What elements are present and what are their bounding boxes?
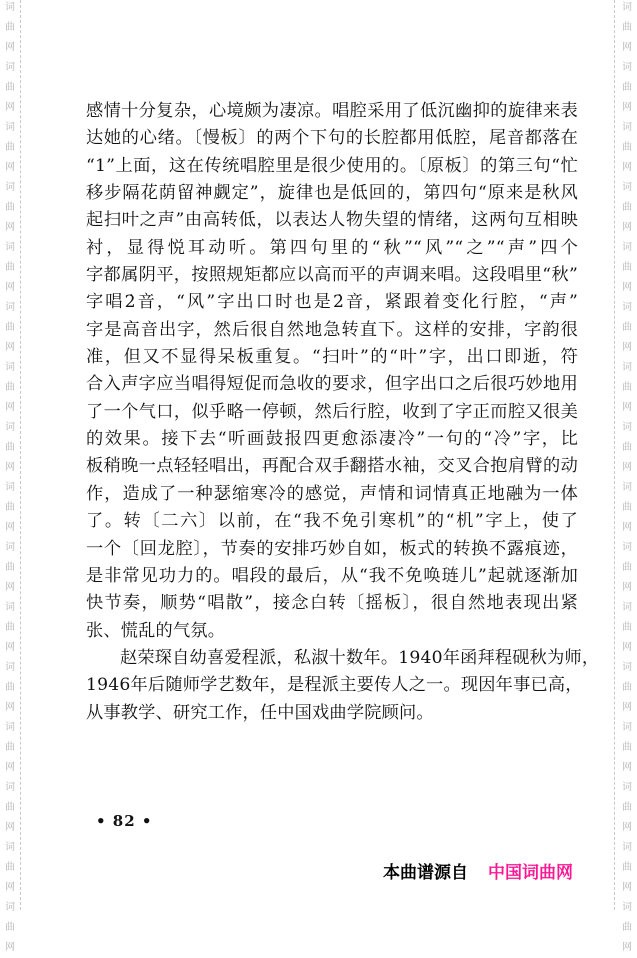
watermark-char: 词 bbox=[622, 422, 632, 433]
watermark-char: 词 bbox=[622, 2, 632, 13]
text-line: 快节奏，顺势“唱散”，接念白转〔摇板〕，很自然地表现出紧 bbox=[86, 593, 578, 614]
right-watermark-margin bbox=[614, 0, 636, 953]
watermark-group bbox=[617, 598, 637, 658]
watermark-group bbox=[0, 658, 20, 718]
text-line: 字是高音出字，然后很自然地急转直下。这样的安排，字韵很 bbox=[86, 319, 578, 340]
watermark-group bbox=[0, 58, 20, 118]
watermark-char: 词 bbox=[622, 602, 632, 613]
watermark-char: 网 bbox=[5, 522, 15, 533]
watermark-char: 词 bbox=[5, 722, 15, 733]
watermark-char: 曲 bbox=[5, 22, 15, 33]
watermark-group bbox=[0, 358, 20, 418]
watermark-group bbox=[0, 778, 20, 838]
watermark-char: 词 bbox=[5, 242, 15, 253]
watermark-char: 词 bbox=[622, 902, 632, 913]
watermark-char: 网 bbox=[5, 462, 15, 473]
watermark-char: 网 bbox=[622, 342, 632, 353]
watermark-char: 词 bbox=[622, 362, 632, 373]
watermark-char: 曲 bbox=[622, 22, 632, 33]
watermark-char: 网 bbox=[622, 522, 632, 533]
watermark-char: 网 bbox=[622, 942, 632, 953]
left-watermark-margin bbox=[0, 0, 21, 953]
watermark-char: 网 bbox=[622, 282, 632, 293]
watermark-char: 词 bbox=[5, 602, 15, 613]
text-line: 板稍晚一点轻轻唱出，再配合双手翻搭水袖，交叉合抱肩臂的动 bbox=[86, 456, 578, 477]
watermark-group bbox=[617, 118, 637, 178]
watermark-char: 曲 bbox=[5, 442, 15, 453]
watermark-char: 曲 bbox=[622, 742, 632, 753]
text-line: 字唱2̇音，“风”字出口时也是2̇音，紧跟着变化行腔，“声” bbox=[86, 292, 578, 313]
watermark-char: 曲 bbox=[622, 322, 632, 333]
watermark-char: 曲 bbox=[5, 802, 15, 813]
watermark-char: 曲 bbox=[5, 682, 15, 693]
page-number: • 82 • bbox=[96, 812, 153, 830]
watermark-char: 曲 bbox=[622, 922, 632, 933]
watermark-char: 网 bbox=[622, 582, 632, 593]
article-body bbox=[86, 98, 600, 727]
watermark-char: 网 bbox=[5, 942, 15, 953]
watermark-char: 词 bbox=[5, 662, 15, 673]
watermark-char: 曲 bbox=[5, 862, 15, 873]
watermark-char: 词 bbox=[622, 842, 632, 853]
watermark-char: 曲 bbox=[622, 442, 632, 453]
watermark-char: 曲 bbox=[622, 502, 632, 513]
text-line: 1946年后随师学艺数年，是程派主要传人之一。现因年事已高， bbox=[86, 675, 583, 696]
watermark-char: 网 bbox=[5, 102, 15, 113]
watermark-char: 曲 bbox=[622, 202, 632, 213]
watermark-char: 网 bbox=[5, 42, 15, 53]
source-label: 本曲谱源自 bbox=[383, 863, 468, 883]
text-line: 达她的心绪。〔慢板〕的两个下句的长腔都用低腔，尾音都落在 bbox=[86, 128, 578, 149]
source-site-name: 中国词曲网 bbox=[488, 863, 573, 883]
watermark-char: 网 bbox=[622, 702, 632, 713]
watermark-group bbox=[617, 778, 637, 838]
watermark-char: 曲 bbox=[5, 322, 15, 333]
watermark-char: 词 bbox=[5, 482, 15, 493]
watermark-char: 曲 bbox=[5, 82, 15, 93]
watermark-char: 曲 bbox=[5, 922, 15, 933]
watermark-char: 网 bbox=[5, 702, 15, 713]
text-line: 了一个气口，似乎略一停顿，然后行腔，收到了字正而腔又很美 bbox=[86, 401, 578, 422]
watermark-char: 网 bbox=[622, 162, 632, 173]
watermark-char: 曲 bbox=[622, 262, 632, 273]
watermark-char: 网 bbox=[5, 402, 15, 413]
text-line: 字都属阴平，按照规矩都应以高而平的声调来唱。这段唱里“秋” bbox=[86, 265, 578, 286]
watermark-group bbox=[0, 118, 20, 178]
watermark-group bbox=[617, 358, 637, 418]
watermark-char: 词 bbox=[622, 122, 632, 133]
source-credit bbox=[383, 858, 573, 883]
watermark-group bbox=[0, 298, 20, 358]
watermark-char: 词 bbox=[5, 842, 15, 853]
watermark-char: 词 bbox=[5, 542, 15, 553]
watermark-char: 曲 bbox=[622, 802, 632, 813]
watermark-char: 网 bbox=[622, 42, 632, 53]
watermark-char: 曲 bbox=[5, 202, 15, 213]
watermark-group bbox=[0, 598, 20, 658]
watermark-char: 词 bbox=[5, 62, 15, 73]
text-line: “1”上面，这在传统唱腔里是很少使用的。〔原板〕的第三句“忙 bbox=[86, 155, 578, 176]
watermark-char: 曲 bbox=[5, 562, 15, 573]
watermark-char: 网 bbox=[622, 642, 632, 653]
text-line: 了。转〔二六〕以前，在“我不免引寒机”的“机”字上，使了 bbox=[86, 511, 578, 532]
watermark-group bbox=[617, 898, 637, 958]
text-line: 准，但又不显得呆板重复。“扫叶”的“叶”字，出口即逝，符 bbox=[86, 347, 578, 368]
watermark-group bbox=[0, 178, 20, 238]
watermark-char: 词 bbox=[622, 542, 632, 553]
text-line: 的效果。接下去“听画鼓报四更愈添凄冷”一句的“冷”字，比 bbox=[86, 429, 578, 450]
watermark-char: 词 bbox=[622, 662, 632, 673]
watermark-char: 网 bbox=[622, 102, 632, 113]
watermark-group bbox=[617, 478, 637, 538]
paragraph-end-line: 从事教学、研究工作，任中国戏曲学院顾问。 bbox=[86, 702, 434, 723]
watermark-char: 曲 bbox=[5, 622, 15, 633]
watermark-group bbox=[617, 838, 637, 898]
watermark-group bbox=[617, 538, 637, 598]
watermark-char: 网 bbox=[622, 222, 632, 233]
watermark-char: 网 bbox=[5, 342, 15, 353]
paragraph-end-line: 张、慌乱的气氛。 bbox=[86, 620, 226, 641]
watermark-group bbox=[0, 418, 20, 478]
watermark-group bbox=[617, 58, 637, 118]
watermark-char: 词 bbox=[5, 2, 15, 13]
watermark-char: 词 bbox=[622, 302, 632, 313]
text-line: 移步隔花荫留神觑定”，旋律也是低回的，第四句“原来是秋风 bbox=[86, 183, 578, 204]
watermark-group bbox=[617, 718, 637, 778]
watermark-group bbox=[0, 478, 20, 538]
watermark-char: 词 bbox=[5, 122, 15, 133]
watermark-group bbox=[617, 178, 637, 238]
watermark-char: 词 bbox=[622, 722, 632, 733]
watermark-char: 曲 bbox=[5, 502, 15, 513]
watermark-char: 曲 bbox=[5, 742, 15, 753]
watermark-char: 网 bbox=[622, 762, 632, 773]
text-line: 合入声字应当唱得短促而急收的要求，但字出口之后很巧妙地用 bbox=[86, 374, 578, 395]
watermark-char: 网 bbox=[5, 282, 15, 293]
text-line: 是非常见功力的。唱段的最后，从“我不免唤琏儿”起就逐渐加 bbox=[86, 565, 578, 586]
watermark-char: 词 bbox=[622, 782, 632, 793]
watermark-char: 词 bbox=[5, 362, 15, 373]
watermark-char: 网 bbox=[5, 222, 15, 233]
watermark-char: 词 bbox=[622, 182, 632, 193]
watermark-char: 网 bbox=[5, 582, 15, 593]
watermark-group bbox=[0, 838, 20, 898]
watermark-char: 曲 bbox=[622, 382, 632, 393]
watermark-group bbox=[617, 0, 637, 58]
watermark-group bbox=[617, 658, 637, 718]
watermark-group bbox=[0, 718, 20, 778]
text-line: 起扫叶之声”由高转低，以表达人物失望的情绪，这两句互相映 bbox=[86, 210, 578, 231]
watermark-group bbox=[0, 238, 20, 298]
watermark-group bbox=[0, 0, 20, 58]
watermark-char: 曲 bbox=[5, 262, 15, 273]
watermark-char: 词 bbox=[622, 62, 632, 73]
watermark-char: 网 bbox=[622, 882, 632, 893]
watermark-group bbox=[617, 418, 637, 478]
watermark-char: 曲 bbox=[5, 382, 15, 393]
watermark-char: 词 bbox=[622, 242, 632, 253]
text-line: 感情十分复杂，心境颇为凄凉。唱腔采用了低沉幽抑的旋律来表 bbox=[86, 101, 578, 121]
text-line: 作，造成了一种瑟缩寒冷的感觉，声情和词情真正地融为一体 bbox=[86, 483, 578, 504]
watermark-char: 曲 bbox=[622, 862, 632, 873]
paragraph-start-line: 赵荣琛自幼喜爱程派，私淑十数年。1940年函拜程砚秋为师， bbox=[120, 647, 600, 668]
watermark-char: 网 bbox=[622, 462, 632, 473]
text-line: 一个〔回龙腔〕，节奏的安排巧妙自如，板式的转换不露痕迹， bbox=[86, 538, 578, 559]
watermark-char: 词 bbox=[5, 782, 15, 793]
watermark-group bbox=[0, 538, 20, 598]
watermark-group bbox=[0, 898, 20, 958]
watermark-group bbox=[617, 298, 637, 358]
watermark-char: 网 bbox=[5, 882, 15, 893]
watermark-char: 网 bbox=[5, 642, 15, 653]
watermark-char: 曲 bbox=[622, 682, 632, 693]
watermark-char: 网 bbox=[5, 822, 15, 833]
watermark-char: 网 bbox=[5, 162, 15, 173]
watermark-char: 网 bbox=[5, 762, 15, 773]
watermark-char: 词 bbox=[5, 902, 15, 913]
watermark-char: 词 bbox=[5, 302, 15, 313]
watermark-char: 曲 bbox=[622, 622, 632, 633]
watermark-char: 网 bbox=[622, 402, 632, 413]
watermark-char: 曲 bbox=[622, 142, 632, 153]
watermark-char: 词 bbox=[5, 182, 15, 193]
watermark-char: 曲 bbox=[622, 82, 632, 93]
text-line: 衬，显得悦耳动听。第四句里的“秋”“风”“之”“声”四个 bbox=[86, 237, 578, 258]
watermark-char: 词 bbox=[622, 482, 632, 493]
watermark-char: 曲 bbox=[622, 562, 632, 573]
watermark-char: 曲 bbox=[5, 142, 15, 153]
watermark-char: 词 bbox=[5, 422, 15, 433]
watermark-group bbox=[617, 238, 637, 298]
watermark-char: 网 bbox=[622, 822, 632, 833]
